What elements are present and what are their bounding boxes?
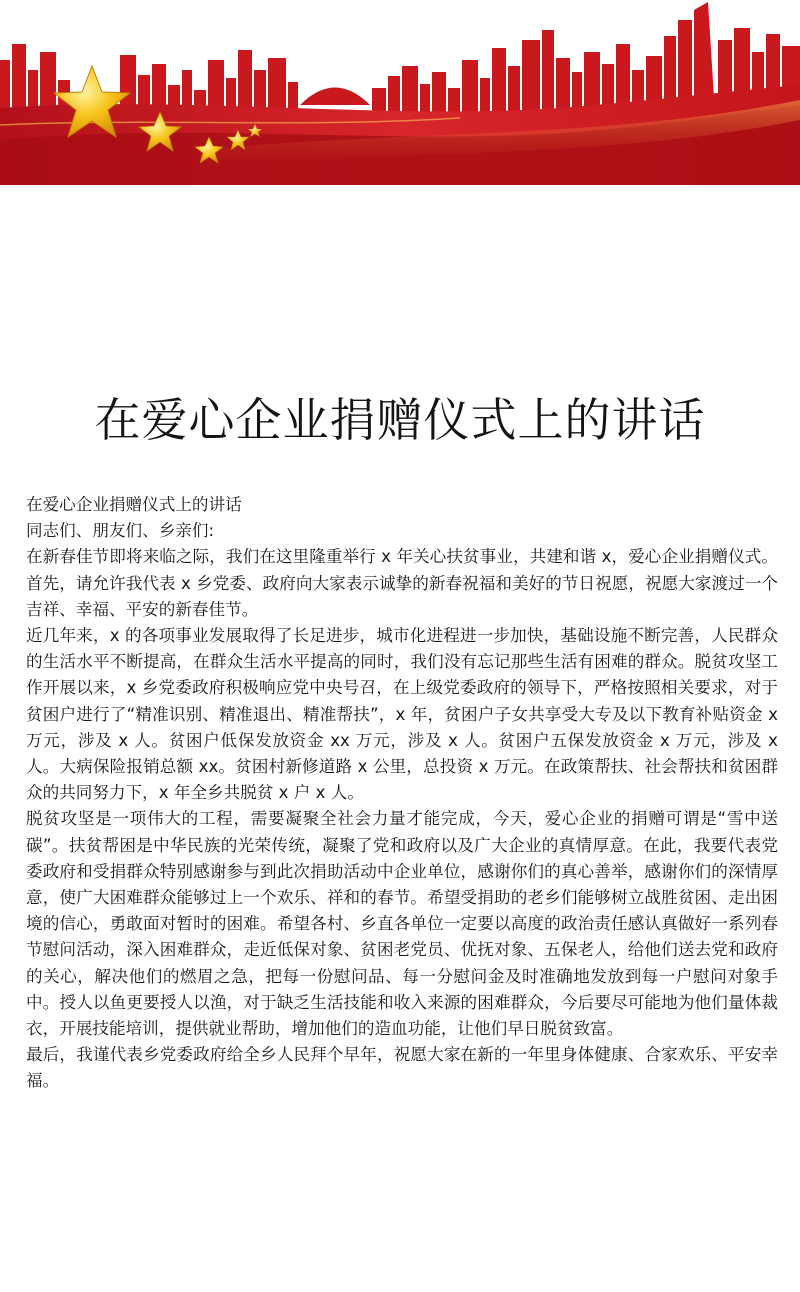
header-banner (0, 0, 800, 185)
paragraph: 在新春佳节即将来临之际，我们在这里隆重举行 x 年关心扶贫事业，共建和谐 x，爱心企业捐赠仪式。首先，请允许我代表 x 乡党委、政府向大家表示诚挚的新春祝福和美好的节日祝愿，祝愿大家渡过一个吉祥、幸福、平安的新春佳节。 (26, 547, 778, 619)
page-title: 在爱心企业捐赠仪式上的讲话 (94, 393, 706, 447)
paragraph: 最后，我谨代表乡党委政府给全乡人民拜个早年，祝愿大家在新的一年里身体健康、合家欢乐、平安幸福。 (26, 1045, 778, 1091)
speech-body (26, 492, 778, 1095)
heading-line: 在爱心企业捐赠仪式上的讲话 (26, 495, 242, 514)
paragraph: 脱贫攻坚是一项伟大的工程，需要凝聚全社会力量才能完成，今天，爱心企业的捐赠可谓是“雪中送碳”。扶贫帮困是中华民族的光荣传统，凝聚了党和政府以及广大企业的真情厚意。在此，我要代表党委政府和受捐群众特别感谢参与到此次捐助活动中企业单位，感谢你们的真心善举，感谢你们的深情厚意，使广大困难群众能够过上一个欢乐、祥和的春节。希望受捐助的老乡们能够树立战胜贫困、走出困境的信心，勇敢面对暂时的困难。希望各村、乡直各单位一定要以高度的政治责任感认真做好一系列春节慰问活动，深入困难群众，走近低保对象、贫困老党员、优抚对象、五保老人，给他们送去党和政府的关心，解决他们的燃眉之急，把每一份慰问品、每一分慰问金及时准确地发放到每一户慰问对象手中。授人以鱼更要授人以渔，对于缺乏生活技能和收入来源的困难群众，今后要尽可能地为他们量体裁衣，开展技能培训，提供就业帮助，增加他们的造血功能，让他们早日脱贫致富。 (26, 809, 778, 1039)
salutation: 同志们、朋友们、乡亲们: (26, 521, 215, 541)
skyline-banner-graphic (0, 0, 800, 185)
paragraph: 近几年来，x 的各项事业发展取得了长足进步，城市化进程进一步加快，基础设施不断完善，人民群众的生活水平不断提高，在群众生活水平提高的同时，我们没有忘记那些生活有困难的群众。脱贫攻坚工作开展以来，x 乡党委政府积极响应党中央号召，在上级党委政府的领导下，严格按照相关要求，对于贫困户进行了“精准识别、精准退出、精准帮扶”，x 年，贫困户子女共享受大专及以下教育补贴资金 x 万元，涉及 x 人。贫困户低保发放资金 xx 万元，涉及 x 人。贫困户五保发放资金 x 万元，涉及 x 人。大病保险报销总额 xx。贫困村新修道路 x 公里，总投资 x 万元。在政策帮扶、社会帮扶和贫困群众的共同努力下，x 年全乡共脱贫 x 户 x 人。 (26, 626, 778, 803)
